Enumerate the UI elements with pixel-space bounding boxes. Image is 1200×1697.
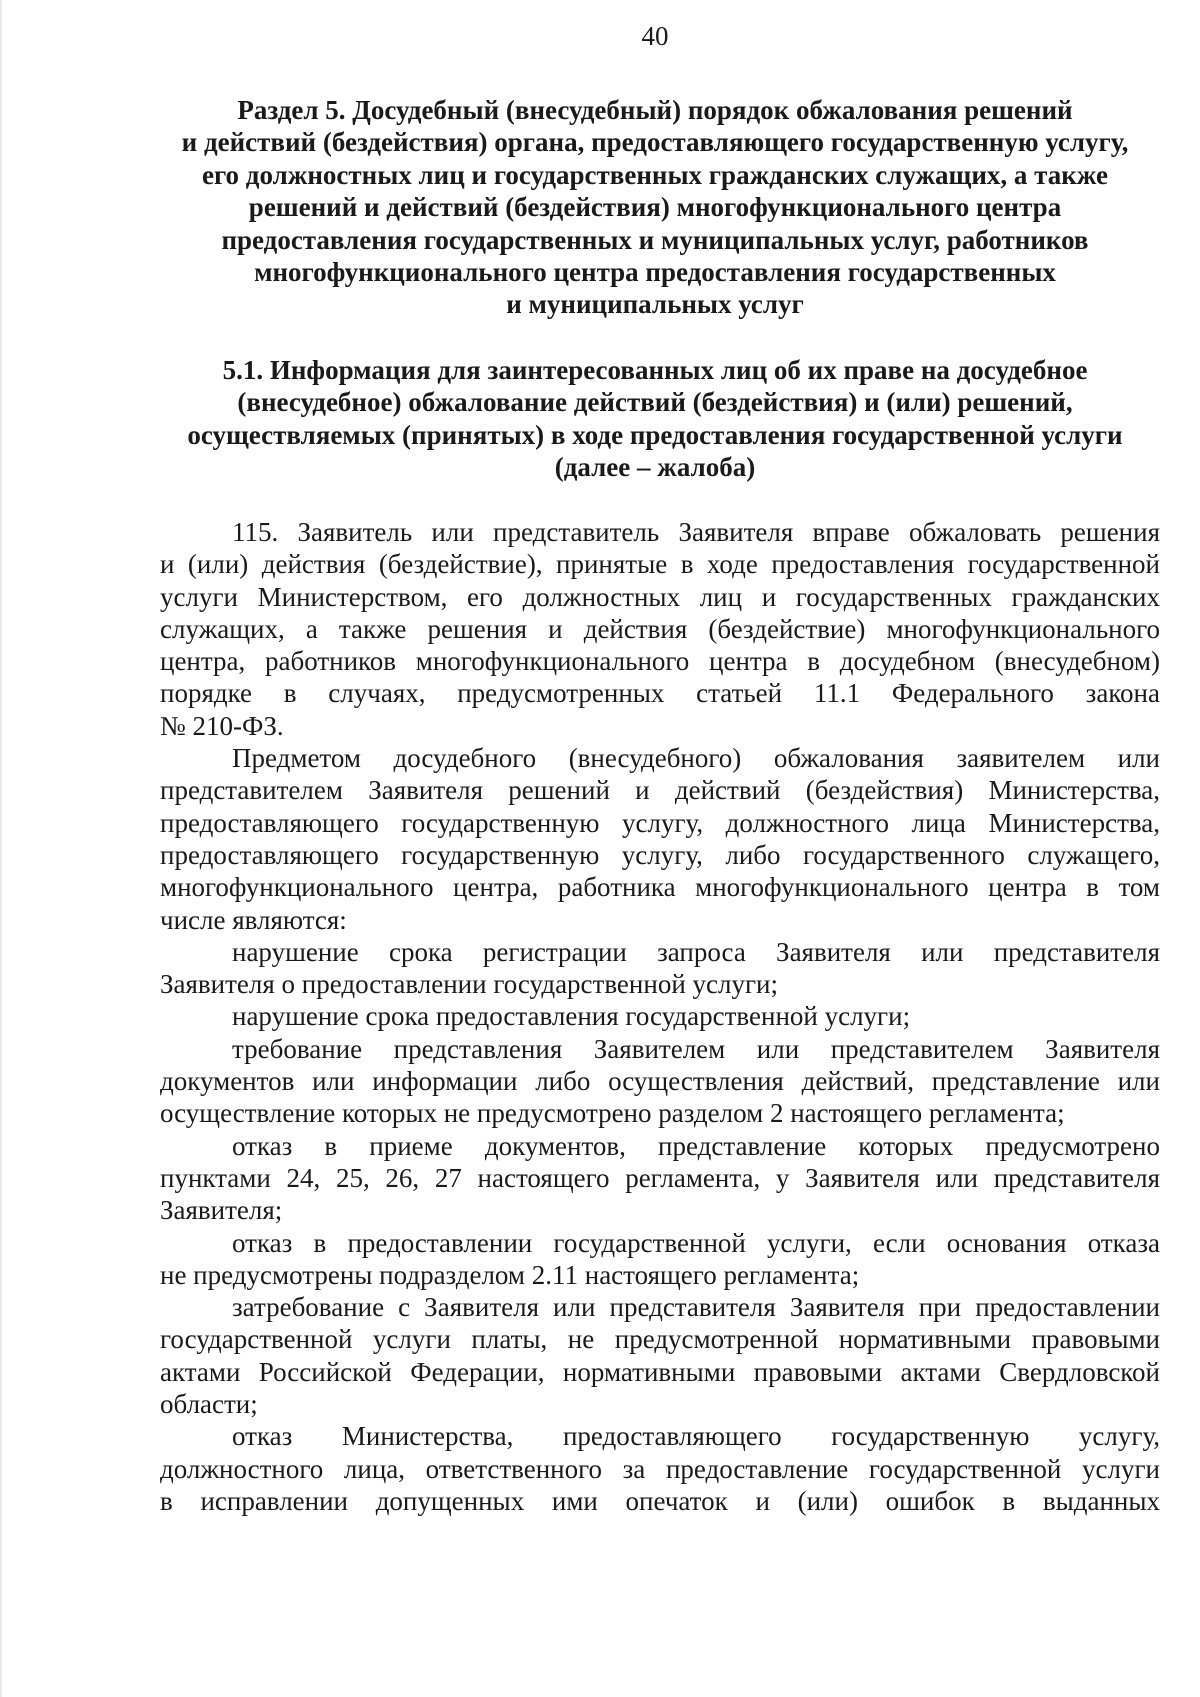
text-line: требование представления Заявителем или представителем Заявителя bbox=[232, 1033, 1160, 1064]
text-line: документов или информации либо осуществления действий, представление или bbox=[160, 1066, 1160, 1097]
heading-line: осуществляемых (принятых) в ходе предоставления государственной услуги bbox=[187, 419, 1123, 450]
heading-line: решений и действий (бездействия) многофункционального центра bbox=[248, 192, 1062, 223]
heading-line: (далее – жалоба) bbox=[554, 452, 756, 483]
text-line: № 210-ФЗ. bbox=[160, 710, 284, 741]
section-heading bbox=[150, 94, 1160, 321]
text-line: должностного лица, ответственного за предоставление государственной услуги bbox=[160, 1453, 1160, 1484]
text-line: пунктами 24, 25, 26, 27 настоящего регламента, у Заявителя или представителя bbox=[160, 1162, 1160, 1193]
page-number: 40 bbox=[641, 21, 669, 51]
list-item bbox=[160, 936, 1160, 1001]
heading-line: предоставления государственных и муниципальных услуг, работников bbox=[221, 224, 1089, 255]
text-line: области; bbox=[160, 1389, 258, 1420]
text-line: служащих, а также решения и действия (бездействие) многофункционального bbox=[160, 613, 1160, 644]
paragraph-subject bbox=[160, 742, 1160, 936]
subsection-heading bbox=[150, 354, 1160, 484]
text-line: многофункционального центра, работника многофункционального центра в том bbox=[160, 872, 1160, 903]
text-line: осуществление которых не предусмотрено разделом 2 настоящего регламента; bbox=[160, 1098, 1065, 1129]
list-item bbox=[160, 1033, 1160, 1130]
text-line: предоставляющего государственную услугу, должностного лица Министерства, bbox=[160, 807, 1160, 838]
heading-line: его должностных лиц и государственных гражданских служащих, а также bbox=[201, 159, 1109, 190]
text-line: государственной услуги платы, не предусмотренной нормативными правовыми bbox=[160, 1324, 1160, 1355]
text-line: услуги Министерством, его должностных лиц и государственных гражданских bbox=[160, 581, 1160, 612]
heading-line: Раздел 5. Досудебный (внесудебный) порядок обжалования решений bbox=[237, 95, 1073, 125]
text-line: не предусмотрены подразделом 2.11 настоящего регламента; bbox=[160, 1259, 860, 1290]
list-item bbox=[160, 1130, 1160, 1227]
text-line: отказ в предоставлении государственной услуги, если основания отказа bbox=[232, 1227, 1160, 1258]
text-line: порядке в случаях, предусмотренных статьей 11.1 Федерального закона bbox=[160, 678, 1160, 709]
text-line: представителем Заявителя решений и действий (бездействия) Министерства, bbox=[160, 775, 1160, 806]
heading-line: 5.1. Информация для заинтересованных лиц об их праве на досудебное bbox=[222, 355, 1088, 385]
page-edge-shadow bbox=[0, 0, 3, 1697]
text-line: 115. Заявитель или представитель Заявителя вправе обжаловать решения bbox=[232, 517, 1160, 547]
text-line: нарушение срока предоставления государственной услуги; bbox=[232, 1001, 911, 1032]
text-line: актами Российской Федерации, нормативными правовыми актами Свердловской bbox=[160, 1356, 1160, 1387]
text-line: нарушение срока регистрации запроса Заявителя или представителя bbox=[232, 936, 1160, 967]
paragraph-115 bbox=[160, 516, 1160, 742]
text-line: центра, работников многофункционального центра в досудебном (внесудебном) bbox=[160, 646, 1160, 677]
text-line: отказ в приеме документов, представление которых предусмотрено bbox=[232, 1130, 1160, 1161]
list-item bbox=[160, 1420, 1160, 1517]
list-item bbox=[160, 1291, 1160, 1420]
text-line: затребование с Заявителя или представителя Заявителя при предоставлении bbox=[232, 1292, 1160, 1323]
heading-line: и действий (бездействия) органа, предоставляющего государственную услугу, bbox=[181, 127, 1129, 158]
text-line: и (или) действия (бездействие), принятые в ходе предоставления государственной bbox=[160, 549, 1160, 580]
text-line: числе являются: bbox=[160, 904, 347, 935]
text-line: Заявителя о предоставлении государственной услуги; bbox=[160, 969, 778, 1000]
heading-line: и муниципальных услуг bbox=[506, 289, 804, 320]
body-text bbox=[160, 516, 1160, 1517]
text-line: предоставляющего государственную услугу, либо государственного служащего, bbox=[160, 839, 1160, 870]
list-item bbox=[160, 1227, 1160, 1292]
heading-line: (внесудебное) обжалование действий (бездействия) и (или) решений, bbox=[237, 387, 1073, 418]
text-line: Предметом досудебного (внесудебного) обжалования заявителем или bbox=[232, 743, 1160, 774]
text-line: отказ Министерства, предоставляющего государственную услугу, bbox=[232, 1421, 1160, 1452]
text-line: Заявителя; bbox=[160, 1195, 283, 1226]
heading-line: многофункционального центра предоставления государственных bbox=[254, 257, 1056, 288]
list-item bbox=[160, 1000, 1160, 1032]
text-line: в исправлении допущенных ими опечаток и (или) ошибок в выданных bbox=[160, 1485, 1160, 1516]
